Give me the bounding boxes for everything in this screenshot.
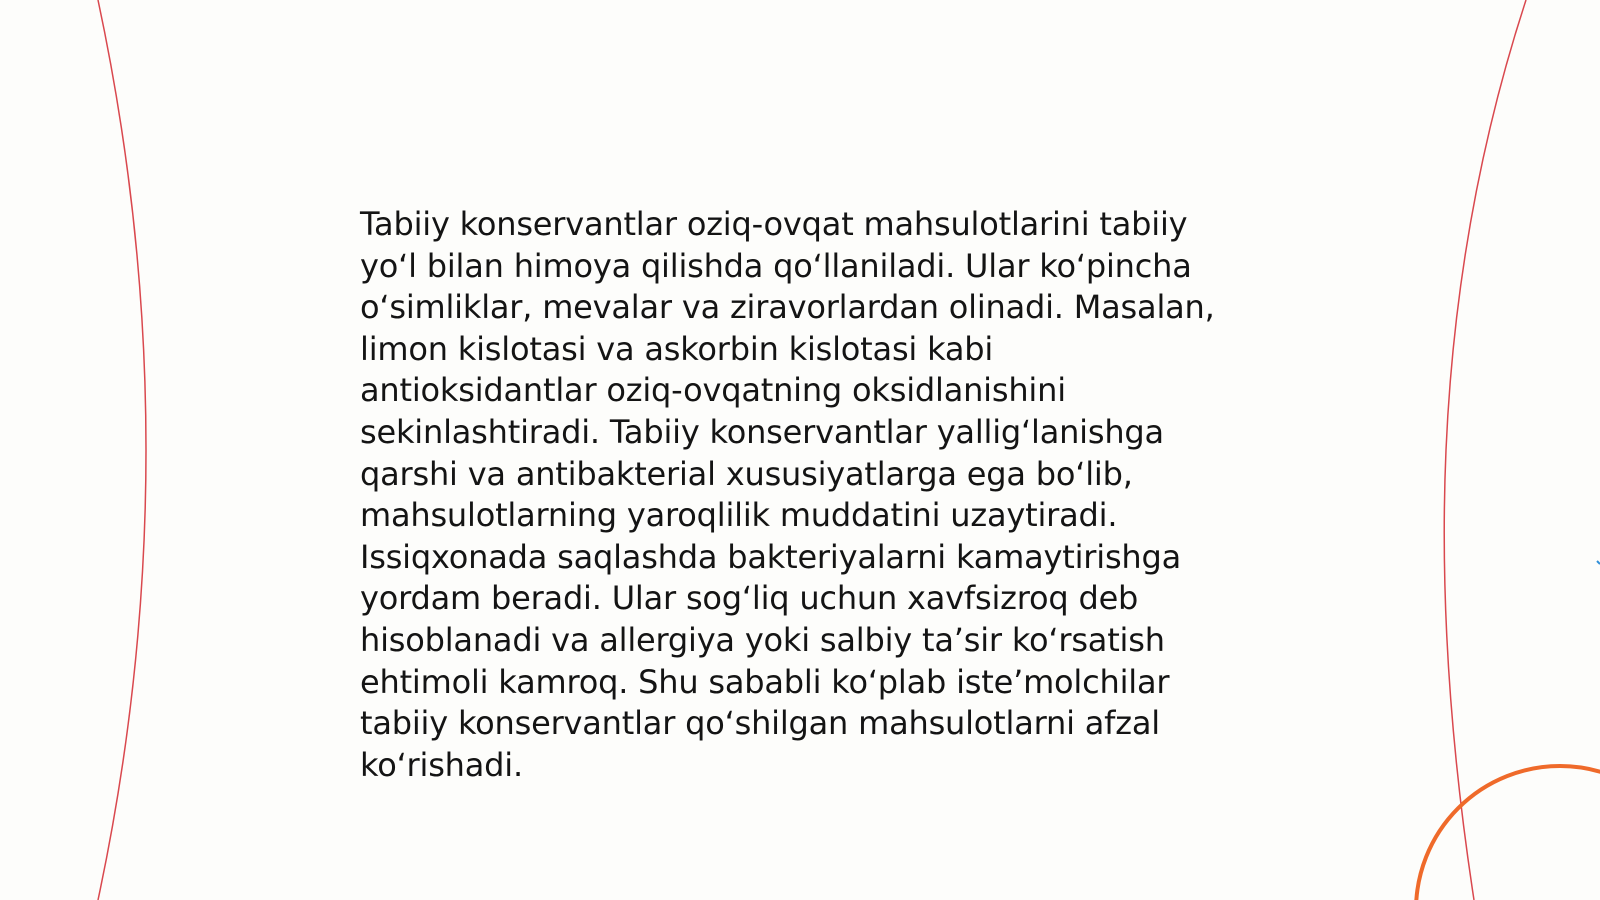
right-curve: [1444, 0, 1526, 900]
orange-arc: [1416, 766, 1600, 900]
left-curve: [98, 0, 146, 900]
body-text: Tabiiy konservantlar oziq-ovqat mahsulotlarini tabiiy yoʻl bilan himoya qilishda qoʻllaniladi. Ular koʻpincha oʻsimliklar, mevalar va ziravorlardan olinadi. Masalan, limon kislotasi va askorbin kislotasi kabi antioksidantlar oziq-ovqatning oksidlanishini sekinlashtiradi. Tabiiy konservantlar yalligʻlanishga qarshi va antibakterial xususiyatlarga ega boʻlib, mahsulotlarning yaroqlilik muddatini uzaytiradi. Issiqxonada saqlashda bakteriyalarni kamaytirishga yordam beradi. Ular sogʻliq uchun xavfsizroq deb hisoblanadi va allergiya yoki salbiy taʼsir koʻrsatish ehtimoli kamroq. Shu sababli koʻplab isteʼmolchilar tabiiy konservantlar qoʻshilgan mahsulotlarni afzal koʻrishadi.: [360, 205, 1215, 784]
